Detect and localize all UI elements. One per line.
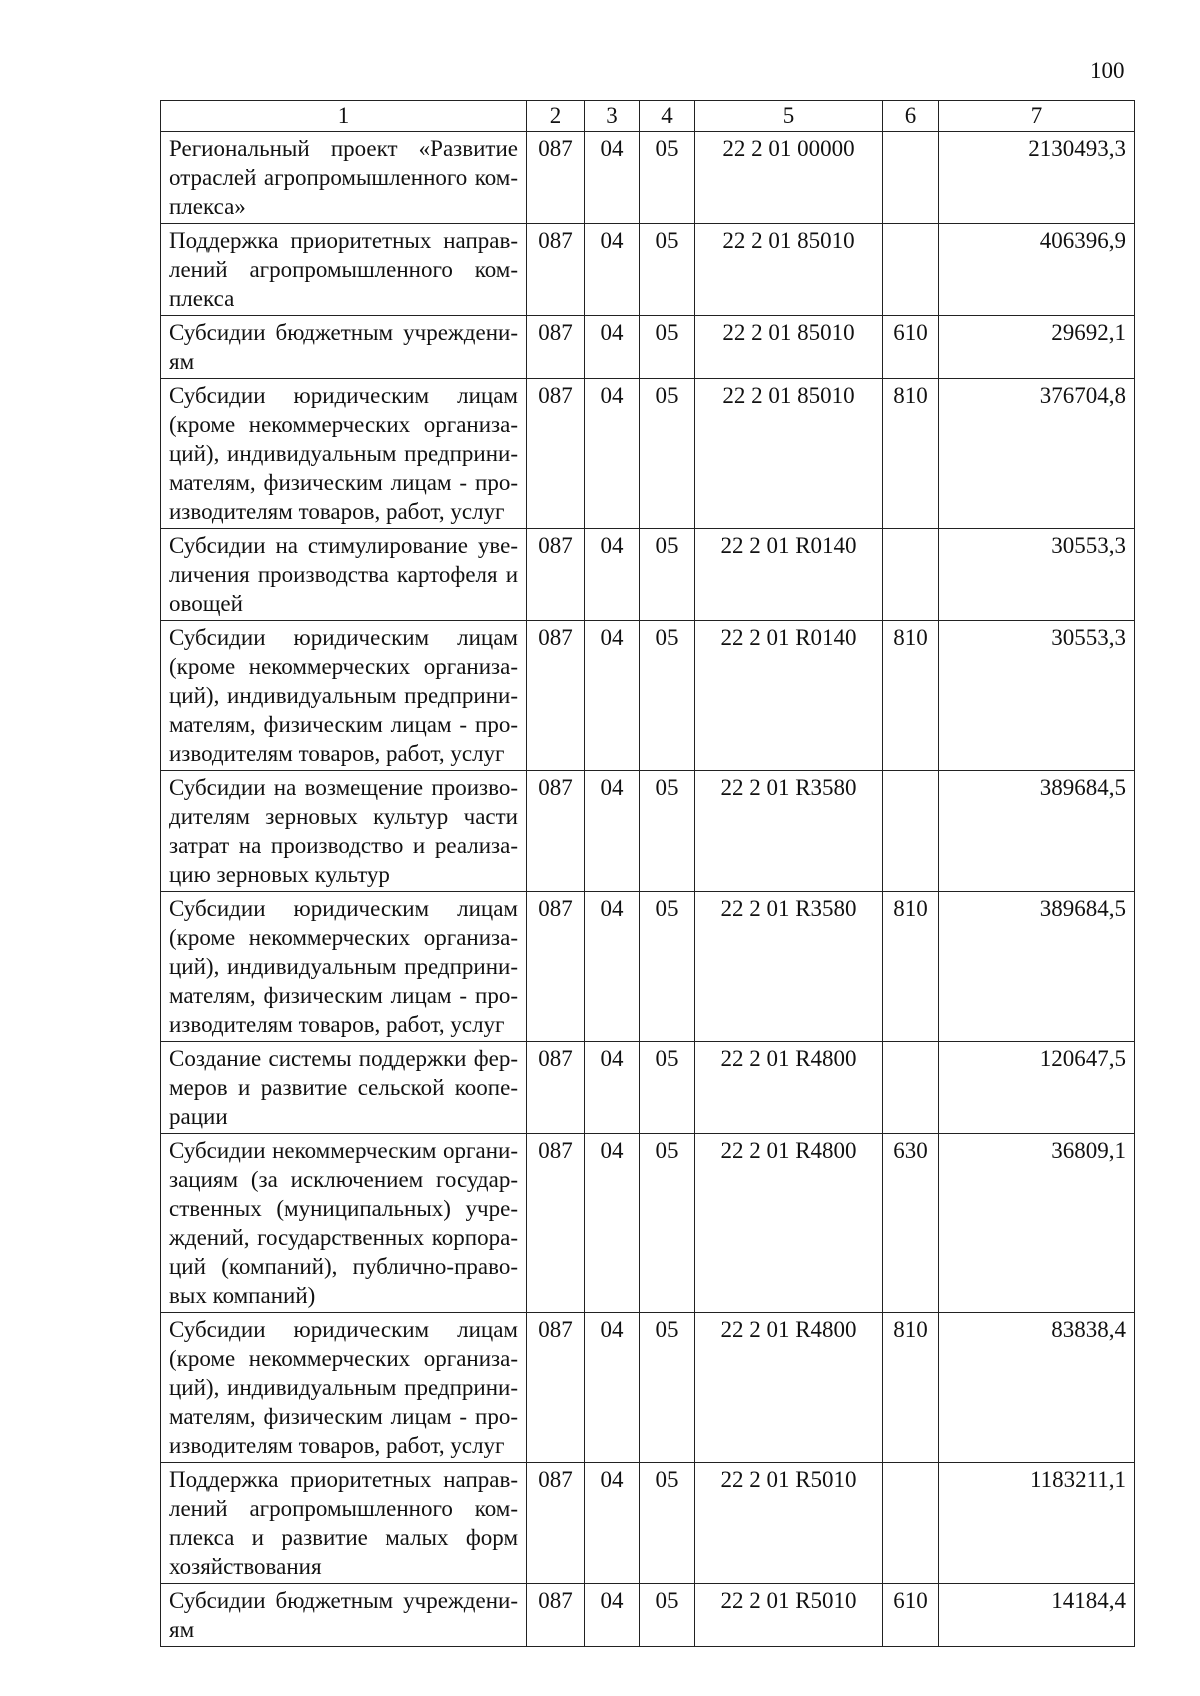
subsection-cell: 05 bbox=[640, 892, 695, 1042]
table-body bbox=[161, 132, 1135, 1647]
ministry-code-cell: 087 bbox=[527, 771, 585, 892]
amount-cell: 406396,9 bbox=[939, 224, 1135, 316]
expense-type-cell bbox=[883, 771, 939, 892]
section-cell: 04 bbox=[585, 1042, 640, 1134]
ministry-code-cell: 087 bbox=[527, 316, 585, 379]
expense-type-cell bbox=[883, 132, 939, 224]
section-cell: 04 bbox=[585, 224, 640, 316]
item-name-cell: Субсидии юридическим лицам (кроме некоммерческих организаций), индивидуальным предпринимателям, физическим лицам - производителям товаров, работ, услуг bbox=[161, 621, 527, 771]
subsection-cell: 05 bbox=[640, 1463, 695, 1584]
ministry-code-cell: 087 bbox=[527, 379, 585, 529]
item-name-cell: Субсидии юридическим лицам (кроме некоммерческих организаций), индивидуальным предпринимателям, физическим лицам - производителям товаров, работ, услуг bbox=[161, 892, 527, 1042]
subsection-cell: 05 bbox=[640, 529, 695, 621]
item-name-cell: Субсидии на возмещение производителям зерновых культур части затрат на производство и реализацию зерновых культур bbox=[161, 771, 527, 892]
amount-cell: 1183211,1 bbox=[939, 1463, 1135, 1584]
target-article-cell: 22 2 01 85010 bbox=[695, 316, 883, 379]
section-cell: 04 bbox=[585, 316, 640, 379]
section-cell: 04 bbox=[585, 1463, 640, 1584]
amount-cell: 30553,3 bbox=[939, 621, 1135, 771]
subsection-cell: 05 bbox=[640, 1134, 695, 1313]
subsection-cell: 05 bbox=[640, 379, 695, 529]
amount-cell: 389684,5 bbox=[939, 892, 1135, 1042]
expense-type-cell: 630 bbox=[883, 1134, 939, 1313]
item-name-cell: Субсидии бюджетным учреждениям bbox=[161, 316, 527, 379]
column-header-1: 1 bbox=[161, 101, 527, 132]
item-name-cell: Субсидии юридическим лицам (кроме некоммерческих организаций), индивидуальным предпринимателям, физическим лицам - производителям товаров, работ, услуг bbox=[161, 1313, 527, 1463]
expense-type-cell bbox=[883, 1042, 939, 1134]
expense-type-cell bbox=[883, 529, 939, 621]
amount-cell: 30553,3 bbox=[939, 529, 1135, 621]
item-name-cell: Субсидии некоммерческим организациям (за исключением государственных (муниципальных) учреждений, государственных корпораций (компаний), публично-правовых компаний) bbox=[161, 1134, 527, 1313]
item-name-cell: Субсидии бюджетным учреждениям bbox=[161, 1584, 527, 1647]
target-article-cell: 22 2 01 R3580 bbox=[695, 771, 883, 892]
section-cell: 04 bbox=[585, 132, 640, 224]
amount-cell: 2130493,3 bbox=[939, 132, 1135, 224]
table-row bbox=[161, 892, 1135, 1042]
target-article-cell: 22 2 01 R3580 bbox=[695, 892, 883, 1042]
section-cell: 04 bbox=[585, 892, 640, 1042]
target-article-cell: 22 2 01 R0140 bbox=[695, 621, 883, 771]
amount-cell: 120647,5 bbox=[939, 1042, 1135, 1134]
expense-type-cell: 610 bbox=[883, 316, 939, 379]
budget-table bbox=[160, 100, 1135, 1647]
subsection-cell: 05 bbox=[640, 1313, 695, 1463]
table-row bbox=[161, 1042, 1135, 1134]
table-row bbox=[161, 621, 1135, 771]
ministry-code-cell: 087 bbox=[527, 1313, 585, 1463]
page-number: 100 bbox=[1090, 58, 1125, 83]
ministry-code-cell: 087 bbox=[527, 529, 585, 621]
table-row bbox=[161, 1134, 1135, 1313]
item-name-cell: Региональный проект «Развитие отраслей агропромышленного комплекса» bbox=[161, 132, 527, 224]
subsection-cell: 05 bbox=[640, 621, 695, 771]
column-header-4: 4 bbox=[640, 101, 695, 132]
subsection-cell: 05 bbox=[640, 1042, 695, 1134]
ministry-code-cell: 087 bbox=[527, 132, 585, 224]
table-row bbox=[161, 1463, 1135, 1584]
section-cell: 04 bbox=[585, 1313, 640, 1463]
expense-type-cell: 610 bbox=[883, 1584, 939, 1647]
section-cell: 04 bbox=[585, 621, 640, 771]
expense-type-cell: 810 bbox=[883, 1313, 939, 1463]
ministry-code-cell: 087 bbox=[527, 1134, 585, 1313]
column-header-3: 3 bbox=[585, 101, 640, 132]
table-row bbox=[161, 379, 1135, 529]
amount-cell: 36809,1 bbox=[939, 1134, 1135, 1313]
amount-cell: 14184,4 bbox=[939, 1584, 1135, 1647]
expense-type-cell bbox=[883, 1463, 939, 1584]
ministry-code-cell: 087 bbox=[527, 224, 585, 316]
column-header-6: 6 bbox=[883, 101, 939, 132]
ministry-code-cell: 087 bbox=[527, 1584, 585, 1647]
column-header-5: 5 bbox=[695, 101, 883, 132]
section-cell: 04 bbox=[585, 529, 640, 621]
expense-type-cell: 810 bbox=[883, 379, 939, 529]
section-cell: 04 bbox=[585, 771, 640, 892]
ministry-code-cell: 087 bbox=[527, 892, 585, 1042]
subsection-cell: 05 bbox=[640, 1584, 695, 1647]
expense-type-cell: 810 bbox=[883, 892, 939, 1042]
section-cell: 04 bbox=[585, 379, 640, 529]
target-article-cell: 22 2 01 R5010 bbox=[695, 1463, 883, 1584]
table-row bbox=[161, 1584, 1135, 1647]
subsection-cell: 05 bbox=[640, 224, 695, 316]
subsection-cell: 05 bbox=[640, 132, 695, 224]
amount-cell: 389684,5 bbox=[939, 771, 1135, 892]
target-article-cell: 22 2 01 85010 bbox=[695, 379, 883, 529]
ministry-code-cell: 087 bbox=[527, 621, 585, 771]
table-row bbox=[161, 1313, 1135, 1463]
ministry-code-cell: 087 bbox=[527, 1463, 585, 1584]
target-article-cell: 22 2 01 R4800 bbox=[695, 1313, 883, 1463]
column-header-2: 2 bbox=[527, 101, 585, 132]
amount-cell: 29692,1 bbox=[939, 316, 1135, 379]
item-name-cell: Создание системы поддержки фермеров и развитие сельской кооперации bbox=[161, 1042, 527, 1134]
item-name-cell: Поддержка приоритетных направлений агропромышленного комплекса и развитие малых форм хозяйствования bbox=[161, 1463, 527, 1584]
expense-type-cell bbox=[883, 224, 939, 316]
section-cell: 04 bbox=[585, 1134, 640, 1313]
expense-type-cell: 810 bbox=[883, 621, 939, 771]
section-cell: 04 bbox=[585, 1584, 640, 1647]
target-article-cell: 22 2 01 R0140 bbox=[695, 529, 883, 621]
target-article-cell: 22 2 01 R4800 bbox=[695, 1134, 883, 1313]
table-row bbox=[161, 132, 1135, 224]
subsection-cell: 05 bbox=[640, 316, 695, 379]
table-row bbox=[161, 771, 1135, 892]
table-row bbox=[161, 316, 1135, 379]
item-name-cell: Субсидии на стимулирование увеличения производства картофеля и овощей bbox=[161, 529, 527, 621]
amount-cell: 376704,8 bbox=[939, 379, 1135, 529]
target-article-cell: 22 2 01 00000 bbox=[695, 132, 883, 224]
table-row bbox=[161, 224, 1135, 316]
item-name-cell: Поддержка приоритетных направлений агропромышленного комплекса bbox=[161, 224, 527, 316]
item-name-cell: Субсидии юридическим лицам (кроме некоммерческих организаций), индивидуальным предпринимателям, физическим лицам - производителям товаров, работ, услуг bbox=[161, 379, 527, 529]
ministry-code-cell: 087 bbox=[527, 1042, 585, 1134]
column-header-7: 7 bbox=[939, 101, 1135, 132]
table-row bbox=[161, 529, 1135, 621]
target-article-cell: 22 2 01 R5010 bbox=[695, 1584, 883, 1647]
amount-cell: 83838,4 bbox=[939, 1313, 1135, 1463]
target-article-cell: 22 2 01 R4800 bbox=[695, 1042, 883, 1134]
subsection-cell: 05 bbox=[640, 771, 695, 892]
target-article-cell: 22 2 01 85010 bbox=[695, 224, 883, 316]
header-row bbox=[161, 101, 1135, 132]
